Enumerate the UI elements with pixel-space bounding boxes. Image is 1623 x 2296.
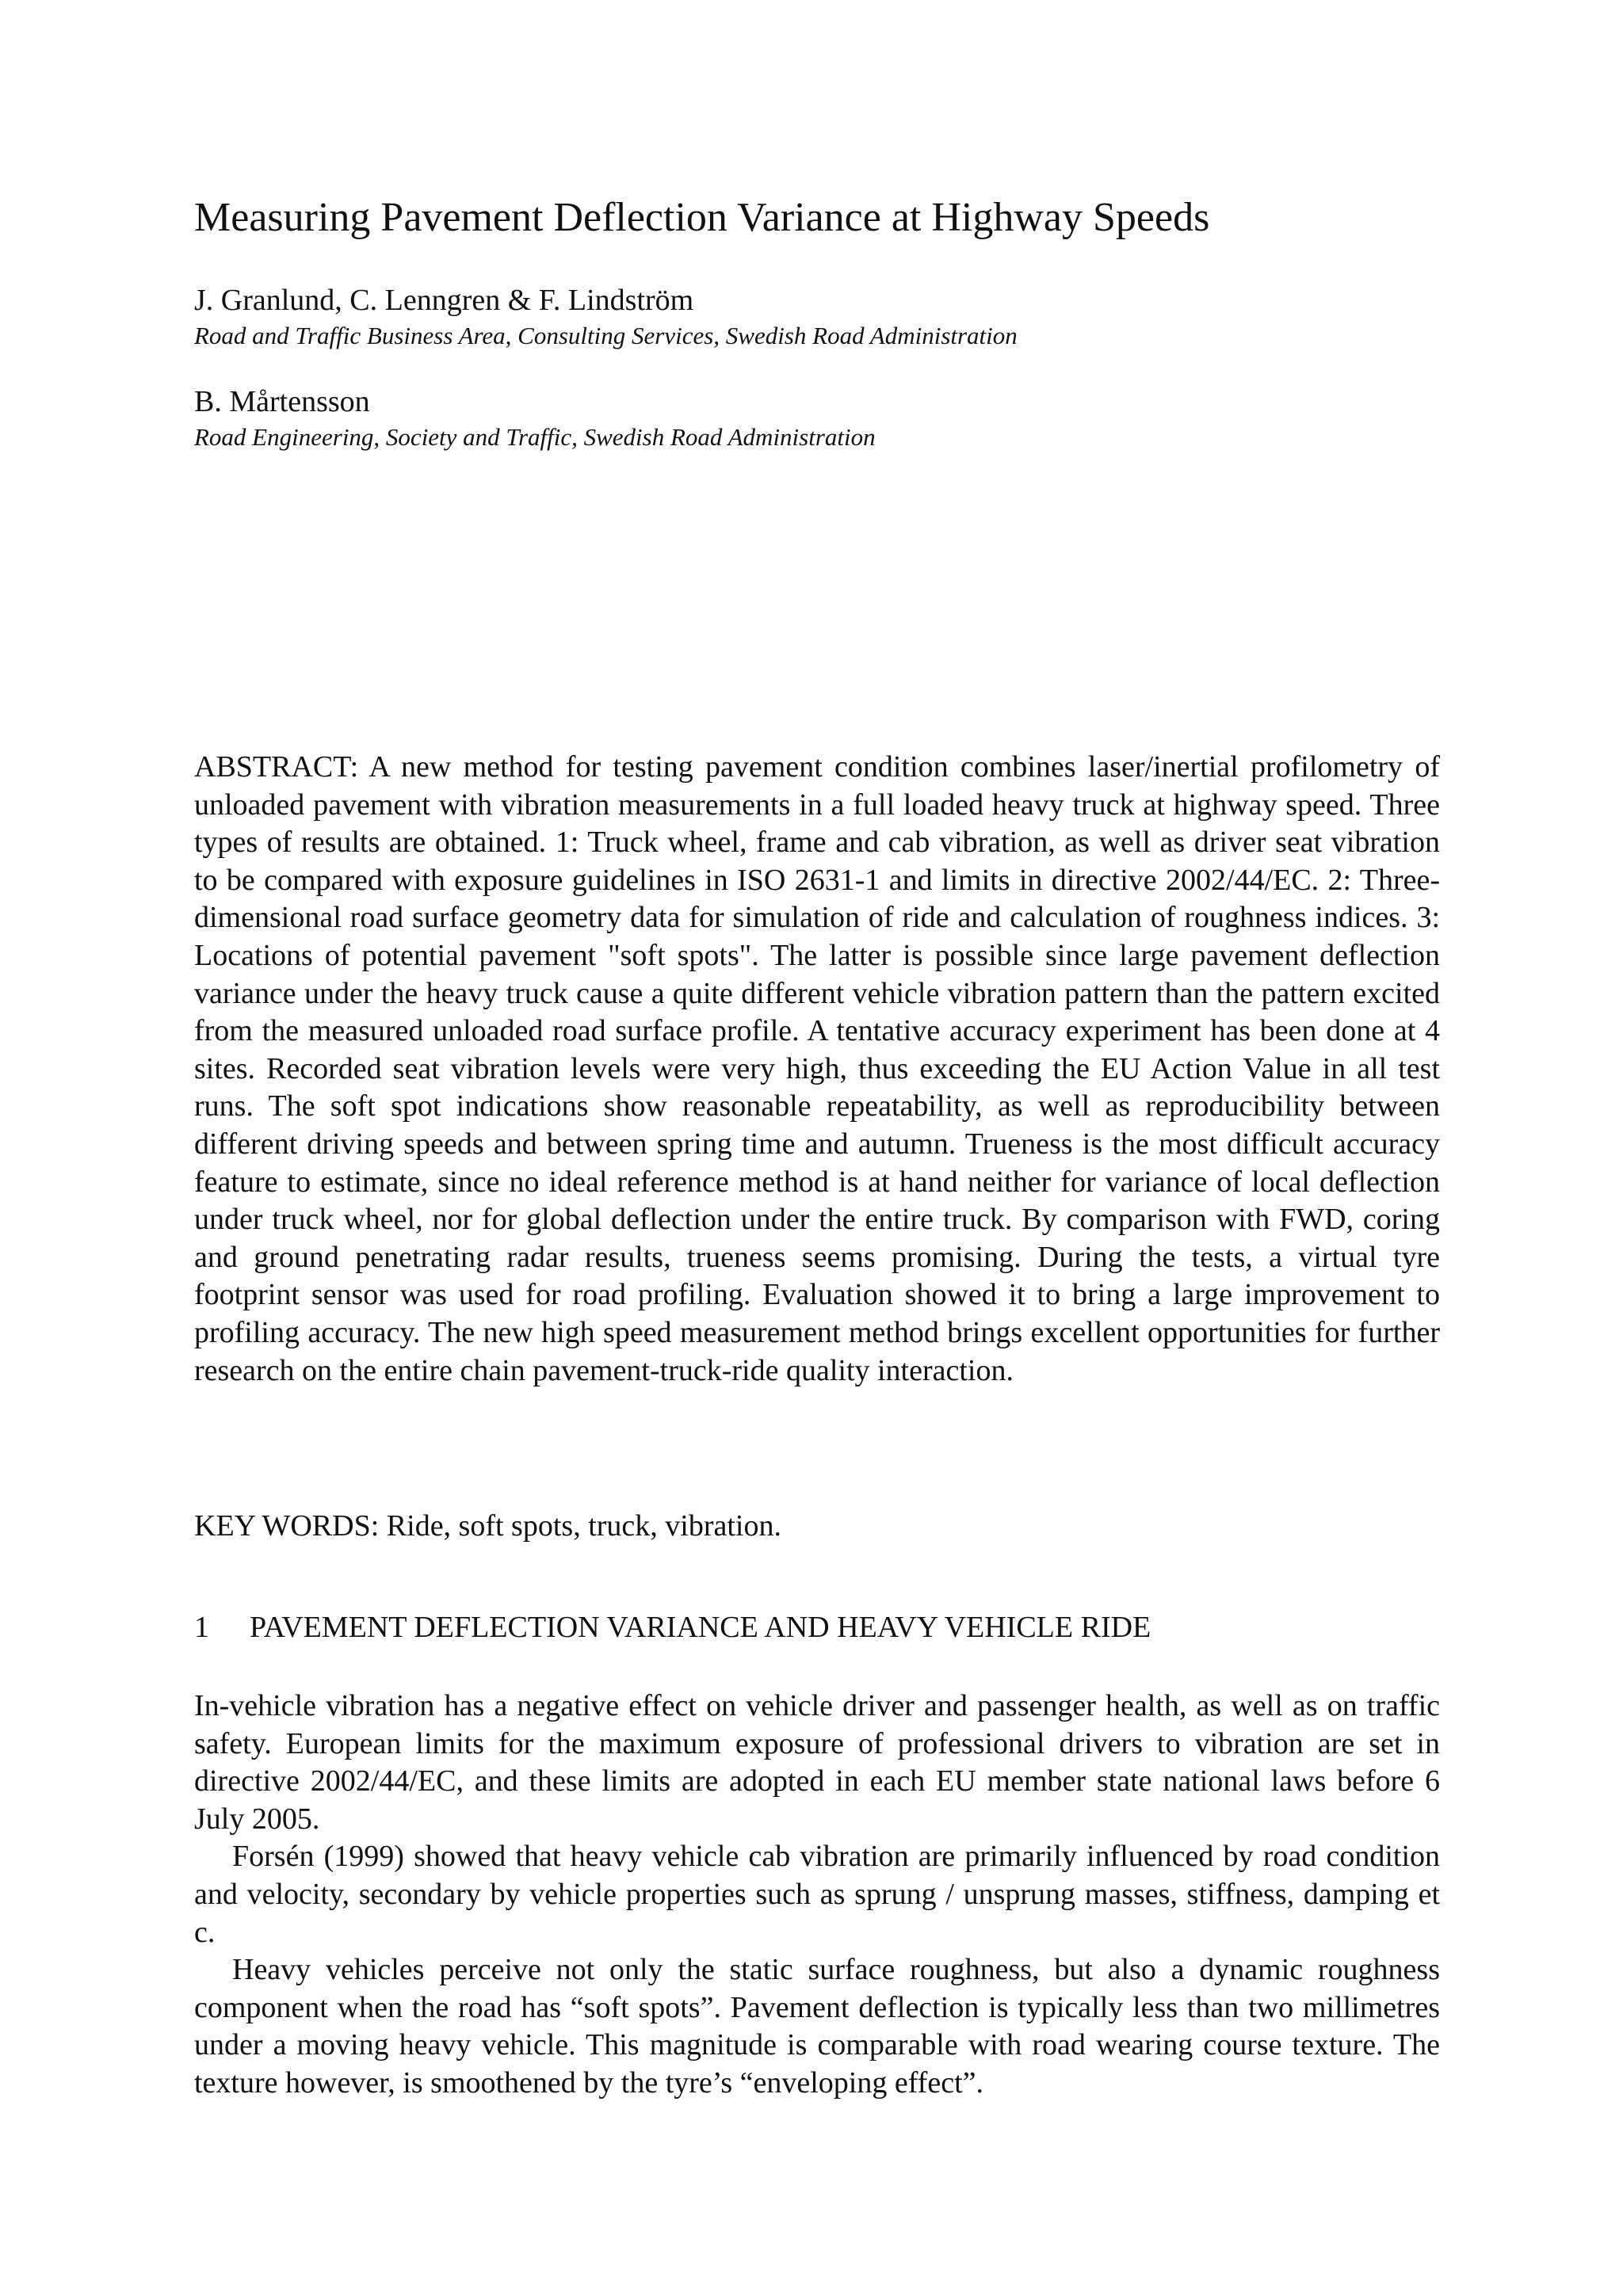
paper-title: Measuring Pavement Deflection Variance at Highway Speeds — [194, 195, 1210, 240]
body-paragraph: Heavy vehicles perceive not only the static surface roughness, but also a dynamic roughness component when the road has “soft spots”. Pavement deflection is typically less than two millimetres under a moving heavy vehicle. This magnitude is comparable with road wearing course texture. The texture however, is smoothened by the tyre’s “enveloping effect”. — [194, 1953, 1440, 2100]
abstract: ABSTRACT: A new method for testing pavement condition combines laser/inertial profilometry of unloaded pavement with vibration measurements in a full loaded heavy truck at highway speed. Three types of results are obtained. 1: Truck wheel, frame and cab vibration, as well as driver seat vibration to be compared with exposure guidelines in ISO 2631-1 and limits in directive 2002/44/EC. 2: Three-dimensional road surface geometry data for simulation of ride and calculation of roughness indices. 3: Locations of potential pavement "soft spots". The latter is possible since large pavement deflection variance under the heavy truck cause a quite different vehicle vibration pattern than the pattern excited from the measured unloaded road surface profile. A tentative accuracy experiment has been done at 4 sites. Recorded seat vibration levels were very high, thus exceeding the EU Action Value in all test runs. The soft spot indications show reasonable repeatability, as well as reproducibility between different driving speeds and between spring time and autumn. Trueness is the most difficult accuracy feature to estimate, since no ideal reference method is at hand neither for variance of local deflection under truck wheel, nor for global deflection under the entire truck. By comparison with FWD, coring and ground penetrating radar results, trueness seems promising. During the tests, a virtual tyre footprint sensor was used for road profiling. Evaluation showed it to bring a large improvement to profiling accuracy. The new high speed measurement method brings excellent opportunities for further research on the entire chain pavement-truck-ride quality interaction. — [194, 750, 1440, 1387]
body-paragraph: Forsén (1999) showed that heavy vehicle cab vibration are primarily influenced by road condition and velocity, secondary by vehicle properties such as sprung / unsprung masses, stiffness, damping et c. — [194, 1840, 1440, 1949]
body-paragraph: In-vehicle vibration has a negative effect on vehicle driver and passenger health, as well as on traffic safety. European limits for the maximum exposure of professional drivers to vibration are set in directive 2002/44/EC, and these limits are adopted in each EU member state national laws before 6 July 2005. — [194, 1689, 1440, 1836]
author-affiliation-2: Road Engineering, Society and Traffic, Swedish Road Administration — [194, 423, 876, 451]
section-body — [194, 1688, 1440, 2103]
author-names-2: B. Mårtensson — [194, 385, 370, 418]
section-heading — [194, 1609, 1151, 1646]
author-affiliation-1: Road and Traffic Business Area, Consulting Services, Swedish Road Administration — [194, 322, 1018, 349]
keywords: KEY WORDS: Ride, soft spots, truck, vibration. — [194, 1509, 781, 1543]
author-names-1: J. Granlund, C. Lenngren & F. Lindström — [194, 284, 694, 317]
section-title: PAVEMENT DEFLECTION VARIANCE AND HEAVY VEHICLE RIDE — [250, 1611, 1151, 1644]
section-number: 1 — [194, 1611, 209, 1644]
